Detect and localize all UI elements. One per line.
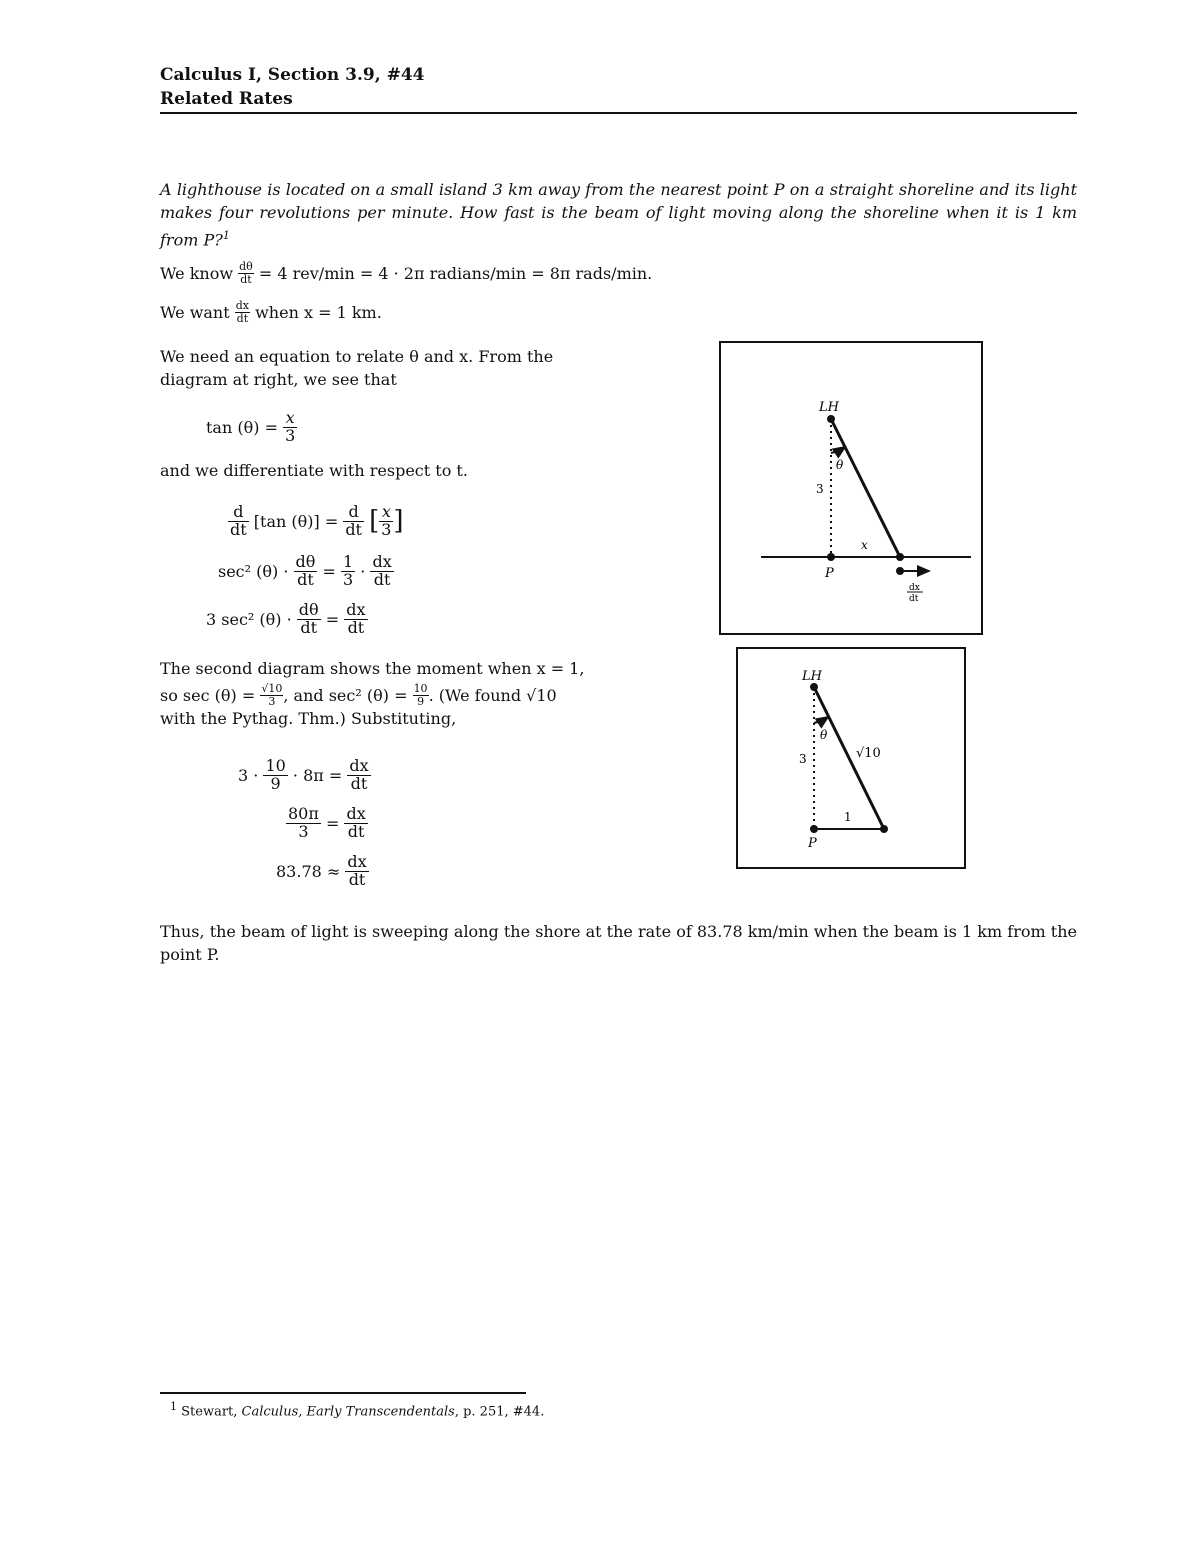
rate-num: dx: [909, 583, 920, 593]
hyp-label-2: √10: [856, 746, 881, 761]
diff-line-2-lhs: sec² (θ) ·: [218, 561, 289, 581]
diff-line-1-mid: [tan (θ)] =: [253, 511, 339, 531]
x-label: x: [861, 538, 868, 552]
second-line-1: The second diagram shows the moment when x = 1,: [160, 659, 585, 678]
we-want-prefix: We want: [160, 302, 230, 322]
lh-label-2: LH: [802, 669, 822, 684]
sec-theta-lhs: so sec (θ) =: [160, 685, 256, 705]
tan-equation: [206, 405, 297, 449]
light-beam: [831, 419, 900, 557]
differentiate-text: and we differentiate with respect to t.: [160, 461, 468, 480]
footnote-ref: 1: [222, 229, 230, 242]
subst-eq: =: [325, 813, 340, 833]
sec2-text: , and sec² (θ) =: [283, 685, 408, 705]
dx-dt-3: $\frac{dx}{dt}$: [346, 599, 366, 637]
beam-point-2: [880, 825, 888, 833]
diagram-2-frame: [737, 648, 965, 868]
ten-ninths: $\frac{10}{9}$: [265, 755, 286, 793]
theta-arc-arrow-2: [814, 717, 828, 723]
lighthouse-diagram-2: [736, 647, 967, 870]
diff-line-2: [218, 548, 394, 594]
theta-label-2: θ: [820, 728, 828, 742]
subst-row-1: [238, 752, 371, 798]
we-know-line: [160, 258, 652, 288]
left-bracket: [: [369, 506, 380, 536]
relate-paragraph: We need an equation to relate θ and x. From the diagram at right, we see that: [160, 347, 554, 389]
problem-statement: A lighthouse is located on a small island 3 km away from the nearest point P on a straight shoreline and its light makes four revolutions per minute. How fast is the beam of light moving along the shoreline when it is 1 km from P?$^1$: [160, 180, 1077, 250]
footnote: $^1$ Stewart, Calculus, Early Transcendentals, p. 251, #44.: [170, 1400, 545, 1420]
subst-8pi: · 8π =: [292, 765, 343, 785]
beam-point: [896, 553, 904, 561]
theta-arc-arrow: [831, 447, 845, 453]
subst-row-2: [286, 800, 368, 846]
x-over-3: $\frac{x}{3}$: [285, 407, 296, 445]
dx-dt-fraction: $\frac{dx}{dt}$: [235, 298, 250, 325]
we-want-line: [160, 297, 382, 327]
theta-label: θ: [836, 458, 844, 472]
diff-line-3: [206, 596, 368, 642]
page-title: Calculus I, Section 3.9, #44: [160, 65, 425, 85]
velocity-origin: [896, 567, 904, 575]
diff-line-2-dot: ·: [360, 561, 366, 581]
p-label: P: [825, 566, 834, 581]
lighthouse-point: [827, 415, 835, 423]
subst-approx: 83.78 ≈: [276, 861, 341, 881]
we-found-text: . (We found √10: [428, 685, 557, 705]
d-dt-right: $\frac{d}{dt}$: [345, 501, 362, 539]
base-label-2: 1: [844, 810, 852, 824]
footnote-rule: [160, 1392, 526, 1394]
we-know-prefix: We know: [160, 263, 234, 283]
second-line-2: [160, 680, 557, 710]
d-dt-left: $\frac{d}{dt}$: [230, 501, 247, 539]
conclusion: Thus, the beam of light is sweeping along the shore at the rate of 83.78 km/min when the beam is 1 km from the point P.: [160, 922, 1077, 964]
tan-lhs: tan (θ) =: [206, 417, 278, 437]
dtheta-dt-3: $\frac{d\theta}{dt}$: [298, 599, 319, 637]
sqrt10-over-3: $\frac{√10}{3}$: [261, 681, 283, 708]
height-label: 3: [816, 482, 824, 496]
diff-line-2-eq: =: [322, 561, 336, 581]
page-subtitle: Related Rates: [160, 89, 293, 109]
point-p: [827, 553, 835, 561]
lighthouse-point-2: [810, 683, 818, 691]
dx-dt-6: $\frac{dx}{dt}$: [347, 851, 367, 889]
we-want-rest: when x = 1 km.: [255, 302, 382, 322]
diff-line-3-eq: =: [325, 609, 340, 629]
diff-line-3-lhs: 3 sec² (θ) ·: [206, 609, 292, 629]
diff-line-1: [228, 498, 404, 544]
subst-3: 3 ·: [238, 765, 259, 785]
dtheta-dt-2: $\frac{d\theta}{dt}$: [295, 551, 316, 589]
dtheta-dt-fraction: $\frac{d\theta}{dt}$: [239, 259, 253, 286]
second-line-3: with the Pythag. Thm.) Substituting,: [160, 709, 457, 728]
point-p-2: [810, 825, 818, 833]
rate-den: dt: [909, 594, 919, 604]
bracket-fraction: $\frac{x}{3}$: [381, 501, 392, 539]
lh-label: LH: [819, 400, 839, 415]
dx-dt-5: $\frac{dx}{dt}$: [346, 803, 366, 841]
diagram-1-frame: [720, 342, 982, 634]
eighty-pi-third: $\frac{80\pi}{3}$: [288, 803, 319, 841]
header-rule: [160, 112, 1077, 114]
right-bracket: ]: [393, 506, 404, 536]
subst-row-3: [276, 848, 369, 894]
footnote-mark: 1: [170, 1400, 177, 1413]
p-label-2: P: [808, 836, 817, 851]
we-know-rest: = 4 rev/min = 4 · 2π radians/min = 8π rads/min.: [258, 263, 653, 283]
dx-dt-2: $\frac{dx}{dt}$: [372, 551, 392, 589]
one-third: $\frac{1}{3}$: [343, 551, 354, 589]
height-label-2: 3: [799, 752, 807, 766]
ten-over-9: $\frac{10}{9}$: [413, 681, 428, 708]
lighthouse-diagram-1: [719, 341, 984, 636]
dx-dt-4: $\frac{dx}{dt}$: [349, 755, 369, 793]
